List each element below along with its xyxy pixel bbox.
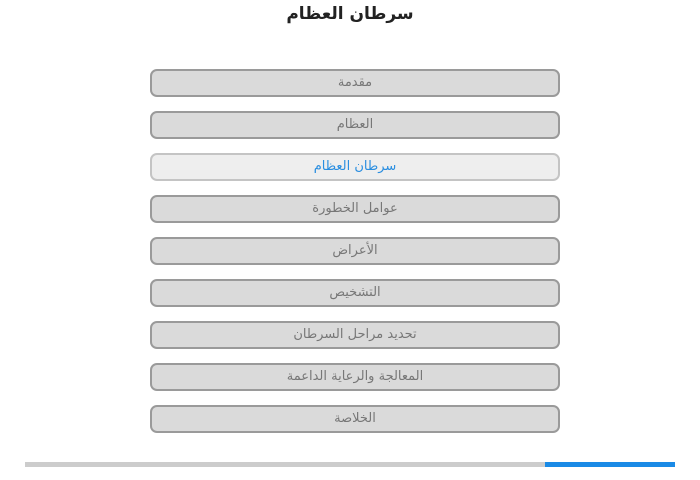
progress-bar: [25, 462, 675, 467]
menu-item-summary[interactable]: الخلاصة: [150, 405, 560, 433]
menu-item-bones[interactable]: العظام: [150, 111, 560, 139]
topic-menu: [150, 69, 560, 447]
progress-bar-fill: [545, 462, 675, 467]
menu-item-symptoms[interactable]: الأعراض: [150, 237, 560, 265]
menu-item-staging[interactable]: تحديد مراحل السرطان: [150, 321, 560, 349]
menu-item-bone-cancer[interactable]: سرطان العظام: [150, 153, 560, 181]
menu-item-risk-factors[interactable]: عوامل الخطورة: [150, 195, 560, 223]
menu-item-introduction[interactable]: مقدمة: [150, 69, 560, 97]
page-title: سرطان العظام: [286, 4, 414, 24]
menu-item-treatment[interactable]: المعالجة والرعاية الداعمة: [150, 363, 560, 391]
menu-item-diagnosis[interactable]: التشخيص: [150, 279, 560, 307]
